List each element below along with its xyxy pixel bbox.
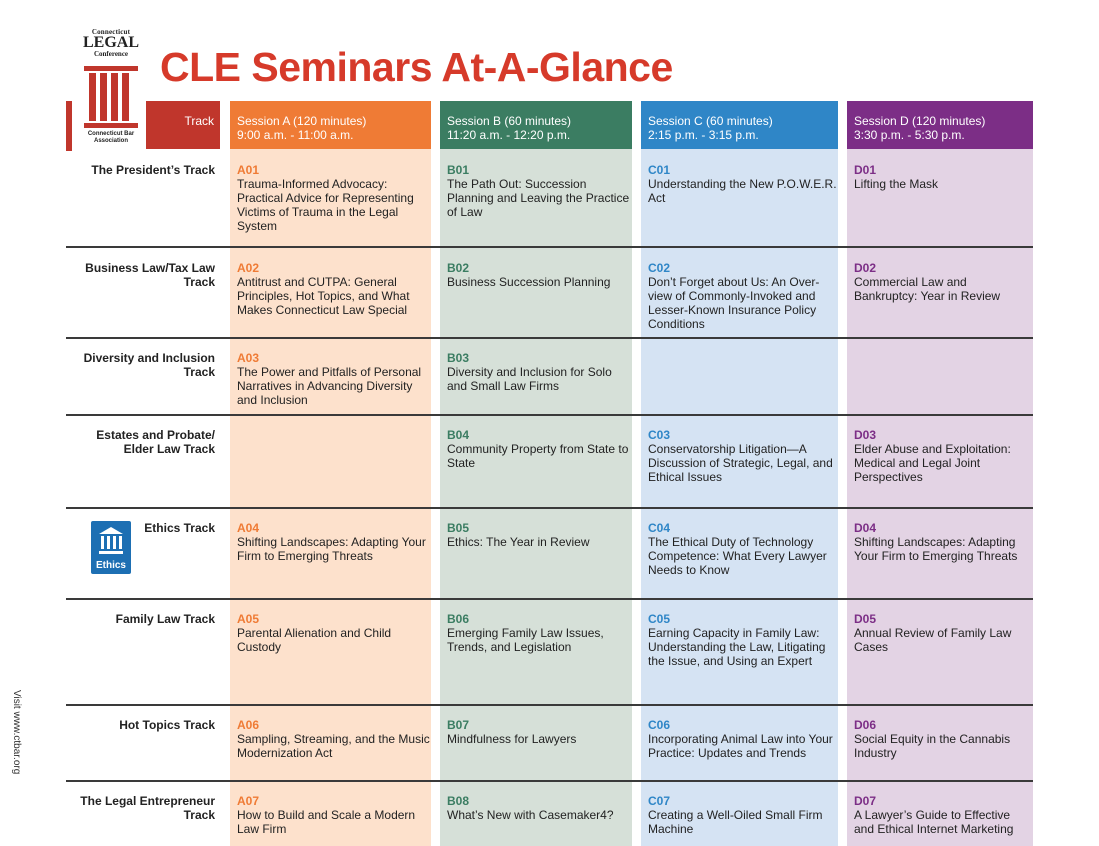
seminar-cell[interactable] (847, 521, 1033, 563)
seminar-code: B02 (447, 261, 470, 275)
seminar-title: How to Build and Scale a Modern Law Firm (237, 808, 416, 836)
seminar-title: A Lawyer’s Guide to Effective and Ethical Internet Marketing (854, 808, 1014, 836)
seminar-title: Social Equity in the Cannabis Industry (854, 732, 1011, 760)
seminar-cell[interactable] (230, 612, 431, 654)
seminar-cell[interactable] (641, 428, 838, 484)
seminar-title: Don’t Forget about Us: An Over-view of Commonly-Invoked and Lesser-Known Insurance Policy Conditions (648, 275, 820, 331)
seminar-code: A04 (237, 521, 260, 535)
seminar-cell[interactable] (641, 794, 838, 836)
session-name: Session B (60 minutes) (447, 114, 572, 128)
seminar-cell[interactable] (440, 794, 632, 822)
row-divider (66, 507, 1033, 509)
track-label: Family Law Track (115, 612, 215, 626)
track-label: Ethics Track (144, 521, 215, 535)
seminar-cell[interactable] (230, 718, 431, 760)
track-label: Hot Topics Track (119, 718, 215, 732)
seminar-cell[interactable] (440, 163, 632, 219)
track-label: The President’s Track (91, 163, 215, 177)
seminar-code: C05 (648, 612, 671, 626)
session-b-header (440, 101, 632, 149)
seminar-title: Ethics: The Year in Review (447, 535, 590, 549)
logo-line-connecticut: Connecticut (91, 28, 131, 36)
session-name: Session A (120 minutes) (237, 114, 367, 128)
seminar-code: B01 (447, 163, 470, 177)
seminar-code: A02 (237, 261, 260, 275)
seminar-code: A01 (237, 163, 260, 177)
seminar-title: The Ethical Duty of Technology Competence: What Every Lawyer Needs to Know (648, 535, 827, 577)
seminar-cell[interactable] (440, 612, 632, 654)
session-c-header (641, 101, 838, 149)
seminar-cell[interactable] (230, 261, 431, 317)
logo-accent-bar (66, 101, 72, 151)
session-time: 9:00 a.m. - 11:00 a.m. (237, 128, 354, 142)
seminar-title: Conservatorship Litigation—A Discussion of Strategic, Legal, and Ethical Issues (648, 442, 833, 484)
seminar-code: D02 (854, 261, 877, 275)
seminar-code: B08 (447, 794, 470, 808)
seminar-code: D05 (854, 612, 877, 626)
seminar-title: The Power and Pitfalls of Personal Narratives in Advancing Diversity and Inclusion (237, 365, 422, 407)
seminar-cell[interactable] (847, 794, 1033, 836)
ethics-badge-label: Ethics (95, 560, 126, 571)
seminar-title: Earning Capacity in Family Law: Understanding the Law, Litigating the Issue, and Using an Expert (648, 626, 826, 668)
seminar-title: Community Property from State to State (447, 442, 629, 470)
track-label: The Legal Entrepreneur Track (80, 794, 215, 822)
seminar-title: Diversity and Inclusion for Solo and Small Law Firms (447, 365, 612, 393)
session-time: 11:20 a.m. - 12:20 p.m. (447, 128, 571, 142)
ethics-badge (91, 521, 131, 574)
seminar-code: D07 (854, 794, 877, 808)
session-d-header (847, 101, 1033, 149)
seminar-code: C03 (648, 428, 671, 442)
seminar-title: Emerging Family Law Issues, Trends, and Legislation (447, 626, 604, 654)
seminar-cell[interactable] (641, 718, 838, 760)
seminar-code: C01 (648, 163, 671, 177)
seminar-title: Elder Abuse and Exploitation: Medical and Legal Joint Perspectives (854, 442, 1011, 484)
logo-line-association: Connecticut Bar Association (87, 131, 135, 144)
seminar-title: Shifting Landscapes: Adapting Your Firm to Emerging Threats (854, 535, 1018, 563)
pillars-icon (80, 66, 142, 134)
seminar-title: Trauma-Informed Advocacy: Practical Advice for Representing Victims of Trauma in the Legal System (237, 177, 414, 233)
seminar-title: Mindfulness for Lawyers (447, 732, 577, 746)
seminar-cell[interactable] (440, 428, 632, 470)
seminar-title: The Path Out: Succession Planning and Leaving the Practice of Law (447, 177, 630, 219)
seminar-code: B05 (447, 521, 470, 535)
row-divider (66, 598, 1033, 600)
session-a-header (230, 101, 431, 149)
seminar-title: Lifting the Mask (854, 177, 939, 191)
seminar-cell[interactable] (230, 794, 431, 836)
seminar-cell[interactable] (847, 428, 1033, 484)
session-time: 3:30 p.m. - 5:30 p.m. (854, 128, 965, 142)
seminar-code: A03 (237, 351, 260, 365)
seminar-cell[interactable] (230, 163, 431, 233)
seminar-cell[interactable] (847, 718, 1033, 760)
logo-line-legal: LEGAL (82, 34, 139, 51)
seminar-code: B06 (447, 612, 470, 626)
track-label: Estates and Probate/ Elder Law Track (96, 428, 215, 456)
seminar-title: Parental Alienation and Child Custody (237, 626, 392, 654)
seminar-cell[interactable] (847, 261, 1033, 303)
website-note: Visit www.ctbar.org (11, 690, 22, 775)
track-label: Diversity and Inclusion Track (83, 351, 215, 379)
row-divider (66, 704, 1033, 706)
seminar-title: Sampling, Streaming, and the Music Modernization Act (237, 732, 430, 760)
seminar-title: Understanding the New P.O.W.E.R. Act (648, 177, 837, 205)
seminar-title: Commercial Law and Bankruptcy: Year in Review (854, 275, 1001, 303)
conference-logo (78, 28, 144, 152)
seminar-cell[interactable] (440, 351, 632, 393)
page-title: CLE Seminars At-A-Glance (160, 44, 673, 90)
seminar-code: C02 (648, 261, 671, 275)
seminar-cell[interactable] (440, 718, 632, 746)
seminar-cell[interactable] (847, 163, 1033, 191)
seminar-title: What’s New with Casemaker4? (447, 808, 614, 822)
row-divider (66, 414, 1033, 416)
seminar-title: Business Succession Planning (447, 275, 611, 289)
seminar-cell[interactable] (847, 612, 1033, 654)
courthouse-icon (98, 526, 124, 556)
seminar-code: D01 (854, 163, 877, 177)
seminar-cell[interactable] (440, 261, 632, 289)
seminar-title: Antitrust and CUTPA: General Principles, Hot Topics, and What Makes Connecticut Law Special (237, 275, 410, 317)
seminar-code: B03 (447, 351, 470, 365)
seminar-code: D03 (854, 428, 877, 442)
seminar-title: Shifting Landscapes: Adapting Your Firm to Emerging Threats (237, 535, 426, 563)
session-name: Session C (60 minutes) (648, 114, 773, 128)
seminar-code: A05 (237, 612, 260, 626)
session-name: Session D (120 minutes) (854, 114, 986, 128)
seminar-code: D06 (854, 718, 877, 732)
seminar-cell[interactable] (641, 261, 838, 331)
seminar-title: Creating a Well-Oiled Small Firm Machine (648, 808, 823, 836)
seminar-code: D04 (854, 521, 877, 535)
seminar-code: C04 (648, 521, 671, 535)
seminar-title: Incorporating Animal Law into Your Practice: Updates and Trends (648, 732, 833, 760)
track-label: Business Law/Tax Law Track (85, 261, 215, 289)
seminar-code: C06 (648, 718, 671, 732)
seminar-code: B07 (447, 718, 470, 732)
seminar-cell[interactable] (641, 163, 838, 205)
seminar-code: A06 (237, 718, 260, 732)
seminar-code: B04 (447, 428, 470, 442)
seminar-code: C07 (648, 794, 671, 808)
seminar-cell[interactable] (440, 521, 632, 549)
logo-line-conference: Conference (93, 50, 129, 58)
row-divider (66, 780, 1033, 782)
seminar-cell[interactable] (641, 612, 838, 668)
row-divider (66, 246, 1033, 248)
seminar-cell[interactable] (641, 521, 838, 577)
seminar-title: Annual Review of Family Law Cases (854, 626, 1012, 654)
row-divider (66, 337, 1033, 339)
seminar-cell[interactable] (230, 351, 431, 407)
seminar-code: A07 (237, 794, 260, 808)
session-time: 2:15 p.m. - 3:15 p.m. (648, 128, 759, 142)
track-header: Track (146, 101, 220, 149)
seminar-cell[interactable] (230, 521, 431, 563)
